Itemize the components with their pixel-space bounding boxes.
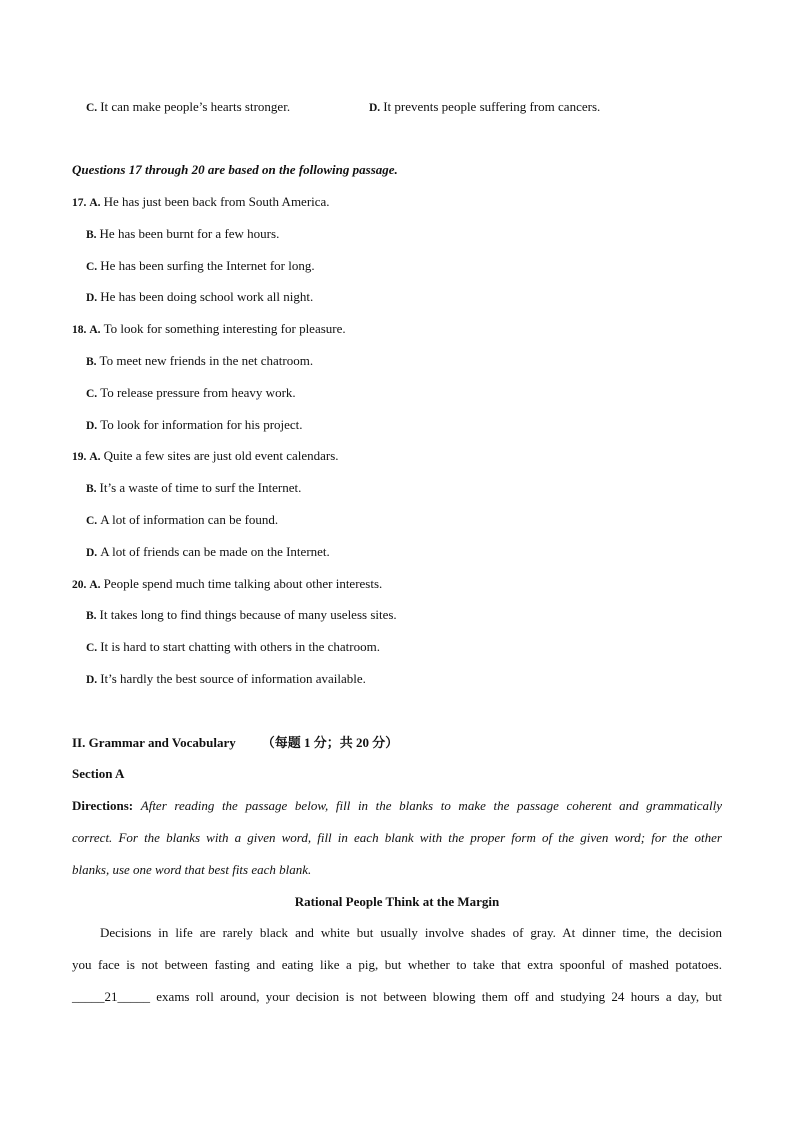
question-20-option-c	[86, 639, 380, 656]
passage-line-3: _____21_____ exams roll around, your decision is not between blowing them off and studying 24 hours a day, but	[72, 989, 722, 1004]
directions-label: Directions:	[72, 798, 134, 813]
option-label: B.	[86, 483, 97, 495]
option-label: C.	[86, 102, 98, 114]
passage-intro: Questions 17 through 20 are based on the following passage.	[72, 162, 398, 177]
option-label: A.	[89, 197, 101, 209]
question-19-option-b	[86, 480, 301, 497]
question-20-option-d	[86, 671, 366, 688]
question-18-option-b	[86, 353, 313, 370]
option-text: It is hard to start chatting with others in the chatroom.	[100, 639, 380, 654]
option-label: D.	[369, 102, 381, 114]
option-text: Quite a few sites are just old event calendars.	[103, 448, 339, 463]
option-text: He has been burnt for a few hours.	[99, 226, 280, 241]
question-17-option-a	[72, 194, 330, 211]
question-number: 19.	[72, 451, 87, 463]
section-heading	[72, 735, 398, 751]
option-label: D.	[86, 547, 98, 559]
question-17-option-c	[86, 258, 315, 275]
question-17-option-b	[86, 226, 279, 243]
option-label: A.	[89, 579, 101, 591]
option-text: To look for information for his project.	[100, 417, 303, 432]
option-label: D.	[86, 674, 98, 686]
passage-line-1: Decisions in life are rarely black and white but usually involve shades of gray. At dinner time, the decision	[100, 925, 722, 940]
score-note: （每题 1 分；共 20 分）	[261, 735, 399, 750]
option-label: C.	[86, 388, 98, 400]
passage-line-2: you face is not between fasting and eating like a pig, but whether to take that extra spoonful of mashed potatoes.	[72, 957, 722, 972]
option-label: B.	[86, 610, 97, 622]
option-text: To release pressure from heavy work.	[100, 385, 296, 400]
option-label: C.	[86, 261, 98, 273]
question-18-option-c	[86, 385, 296, 402]
section-a-label: Section A	[72, 766, 125, 781]
question-20-option-a	[72, 576, 382, 593]
question-19-option-a	[72, 448, 339, 465]
option-text: He has just been back from South America.	[103, 194, 330, 209]
option-label: A.	[89, 451, 101, 463]
option-text: It’s hardly the best source of information available.	[100, 671, 366, 686]
option-label: B.	[86, 229, 97, 241]
option-text: He has been surfing the Internet for long.	[100, 258, 315, 273]
question-number: 18.	[72, 324, 87, 336]
option-16-d	[369, 99, 600, 116]
option-text: It prevents people suffering from cancers.	[383, 99, 601, 114]
directions-line-3: blanks, use one word that best fits each blank.	[72, 862, 312, 877]
option-text: People spend much time talking about other interests.	[103, 576, 383, 591]
question-17-option-d	[86, 289, 313, 306]
option-text: To meet new friends in the net chatroom.	[99, 353, 314, 368]
option-text: To look for something interesting for pleasure.	[103, 321, 346, 336]
question-number: 20.	[72, 579, 87, 591]
directions-text: After reading the passage below, fill in the blanks to make the passage coherent and grammatically	[140, 798, 723, 813]
question-number: 17.	[72, 197, 87, 209]
option-text: A lot of friends can be made on the Internet.	[100, 544, 330, 559]
directions-line-2: correct. For the blanks with a given word, fill in each blank with the proper form of the given word; for the other	[72, 830, 722, 845]
option-text: It takes long to find things because of many useless sites.	[99, 607, 397, 622]
question-18-option-a	[72, 321, 346, 338]
option-label: C.	[86, 642, 98, 654]
directions-line-1	[72, 798, 722, 814]
question-20-option-b	[86, 607, 397, 624]
option-text: It’s a waste of time to surf the Internet.	[99, 480, 302, 495]
option-text: He has been doing school work all night.	[100, 289, 314, 304]
option-text: It can make people’s hearts stronger.	[100, 99, 291, 114]
question-19-option-d	[86, 544, 330, 561]
option-label: A.	[89, 324, 101, 336]
question-18-option-d	[86, 417, 303, 434]
option-label: B.	[86, 356, 97, 368]
question-19-option-c	[86, 512, 278, 529]
option-label: D.	[86, 292, 98, 304]
option-label: C.	[86, 515, 98, 527]
option-16-c	[86, 99, 290, 116]
option-label: D.	[86, 420, 98, 432]
passage-title: Rational People Think at the Margin	[294, 894, 500, 909]
section-title: II. Grammar and Vocabulary	[72, 735, 236, 750]
option-text: A lot of information can be found.	[100, 512, 279, 527]
